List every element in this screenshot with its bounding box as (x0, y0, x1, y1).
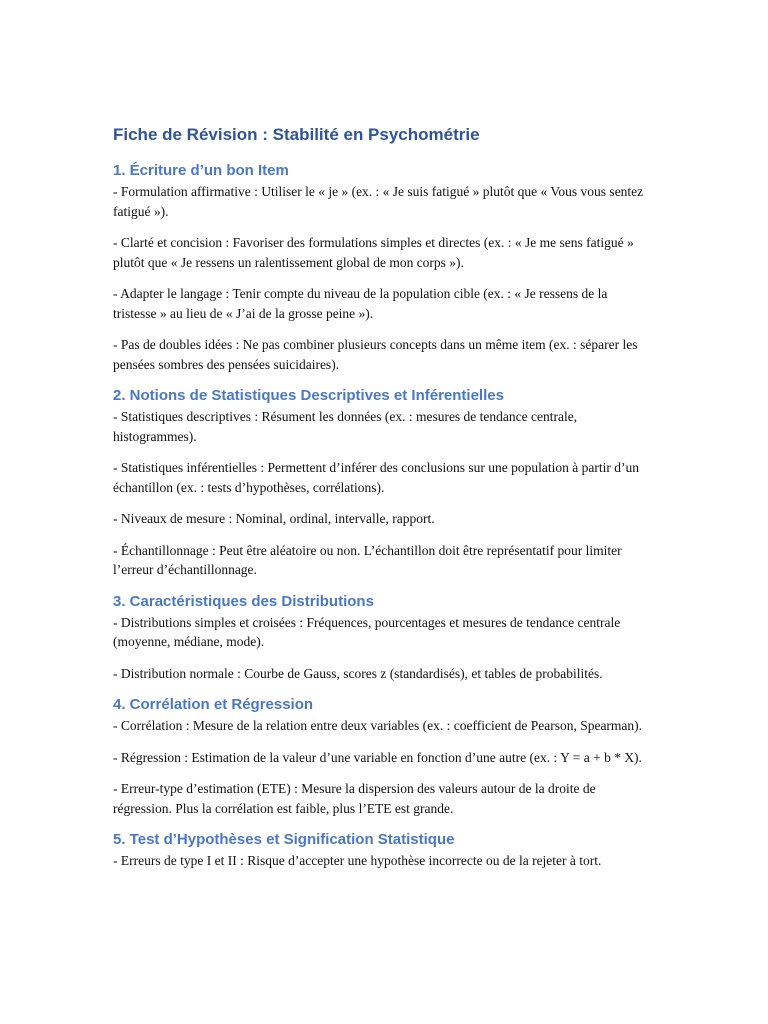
section-statistics (113, 386, 653, 580)
section-correlation (113, 695, 653, 818)
paragraph: - Pas de doubles idées : Ne pas combiner plusieurs concepts dans un même item (ex. : séparer les pensées sombres des pensées suicidaires). (113, 337, 638, 372)
section-distributions (113, 592, 653, 684)
paragraph: - Régression : Estimation de la valeur d’une variable en fonction d’une autre (ex. : Y = a + b * X). (113, 749, 642, 765)
section-heading: 1. Écriture d’un bon Item (113, 162, 289, 179)
paragraph: - Clarté et concision : Favoriser des formulations simples et directes (ex. : « Je me sens fatigué » plutôt que « Je ressens un ralentissement global de mon corps »). (113, 235, 634, 270)
paragraph: - Statistiques inférentielles : Permettent d’inférer des conclusions sur une population à partir d’un échantillon (ex. : tests d’hypothèses, corrélations). (113, 460, 639, 495)
section-heading: 2. Notions de Statistiques Descriptives et Inférentielles (113, 387, 504, 404)
paragraph: - Erreur-type d’estimation (ETE) : Mesure la dispersion des valeurs autour de la droite de régression. Plus la corrélation est faible, plus l’ETE est grande. (113, 781, 596, 816)
paragraph: - Distribution normale : Courbe de Gauss, scores z (standardisés), et tables de probabilités. (113, 665, 603, 681)
paragraph: - Niveaux de mesure : Nominal, ordinal, intervalle, rapport. (113, 511, 435, 526)
paragraph: - Échantillonnage : Peut être aléatoire ou non. L’échantillon doit être représentatif pour limiter l’erreur d’échantillonnage. (113, 542, 622, 577)
section-heading: 3. Caractéristiques des Distributions (113, 592, 374, 610)
paragraph: - Formulation affirmative : Utiliser le « je » (ex. : « Je suis fatigué » plutôt que « Vous vous sentez fatigué »). (113, 184, 644, 219)
section-item-writing (113, 161, 653, 374)
document-title: Fiche de Révision : Stabilité en Psychométrie (113, 125, 480, 144)
paragraph: - Distributions simples et croisées : Fréquences, pourcentages et mesures de tendance centrale (moyenne, médiane, mode). (113, 614, 621, 649)
paragraph: - Corrélation : Mesure de la relation entre deux variables (ex. : coefficient de Pearson, Spearman). (113, 718, 643, 733)
section-hypothesis (113, 830, 653, 871)
document-page (113, 124, 653, 883)
section-heading: 5. Test d’Hypothèses et Signification Statistique (113, 831, 455, 848)
paragraph: - Adapter le langage : Tenir compte du niveau de la population cible (ex. : « Je ressens de la tristesse » au lieu de « J’ai de la grosse peine »). (113, 286, 608, 321)
section-heading: 4. Corrélation et Régression (113, 696, 314, 713)
paragraph: - Statistiques descriptives : Résument les données (ex. : mesures de tendance centrale, histogrammes). (113, 409, 578, 444)
paragraph: - Erreurs de type I et II : Risque d’accepter une hypothèse incorrecte ou de la rejeter à tort. (113, 853, 602, 868)
